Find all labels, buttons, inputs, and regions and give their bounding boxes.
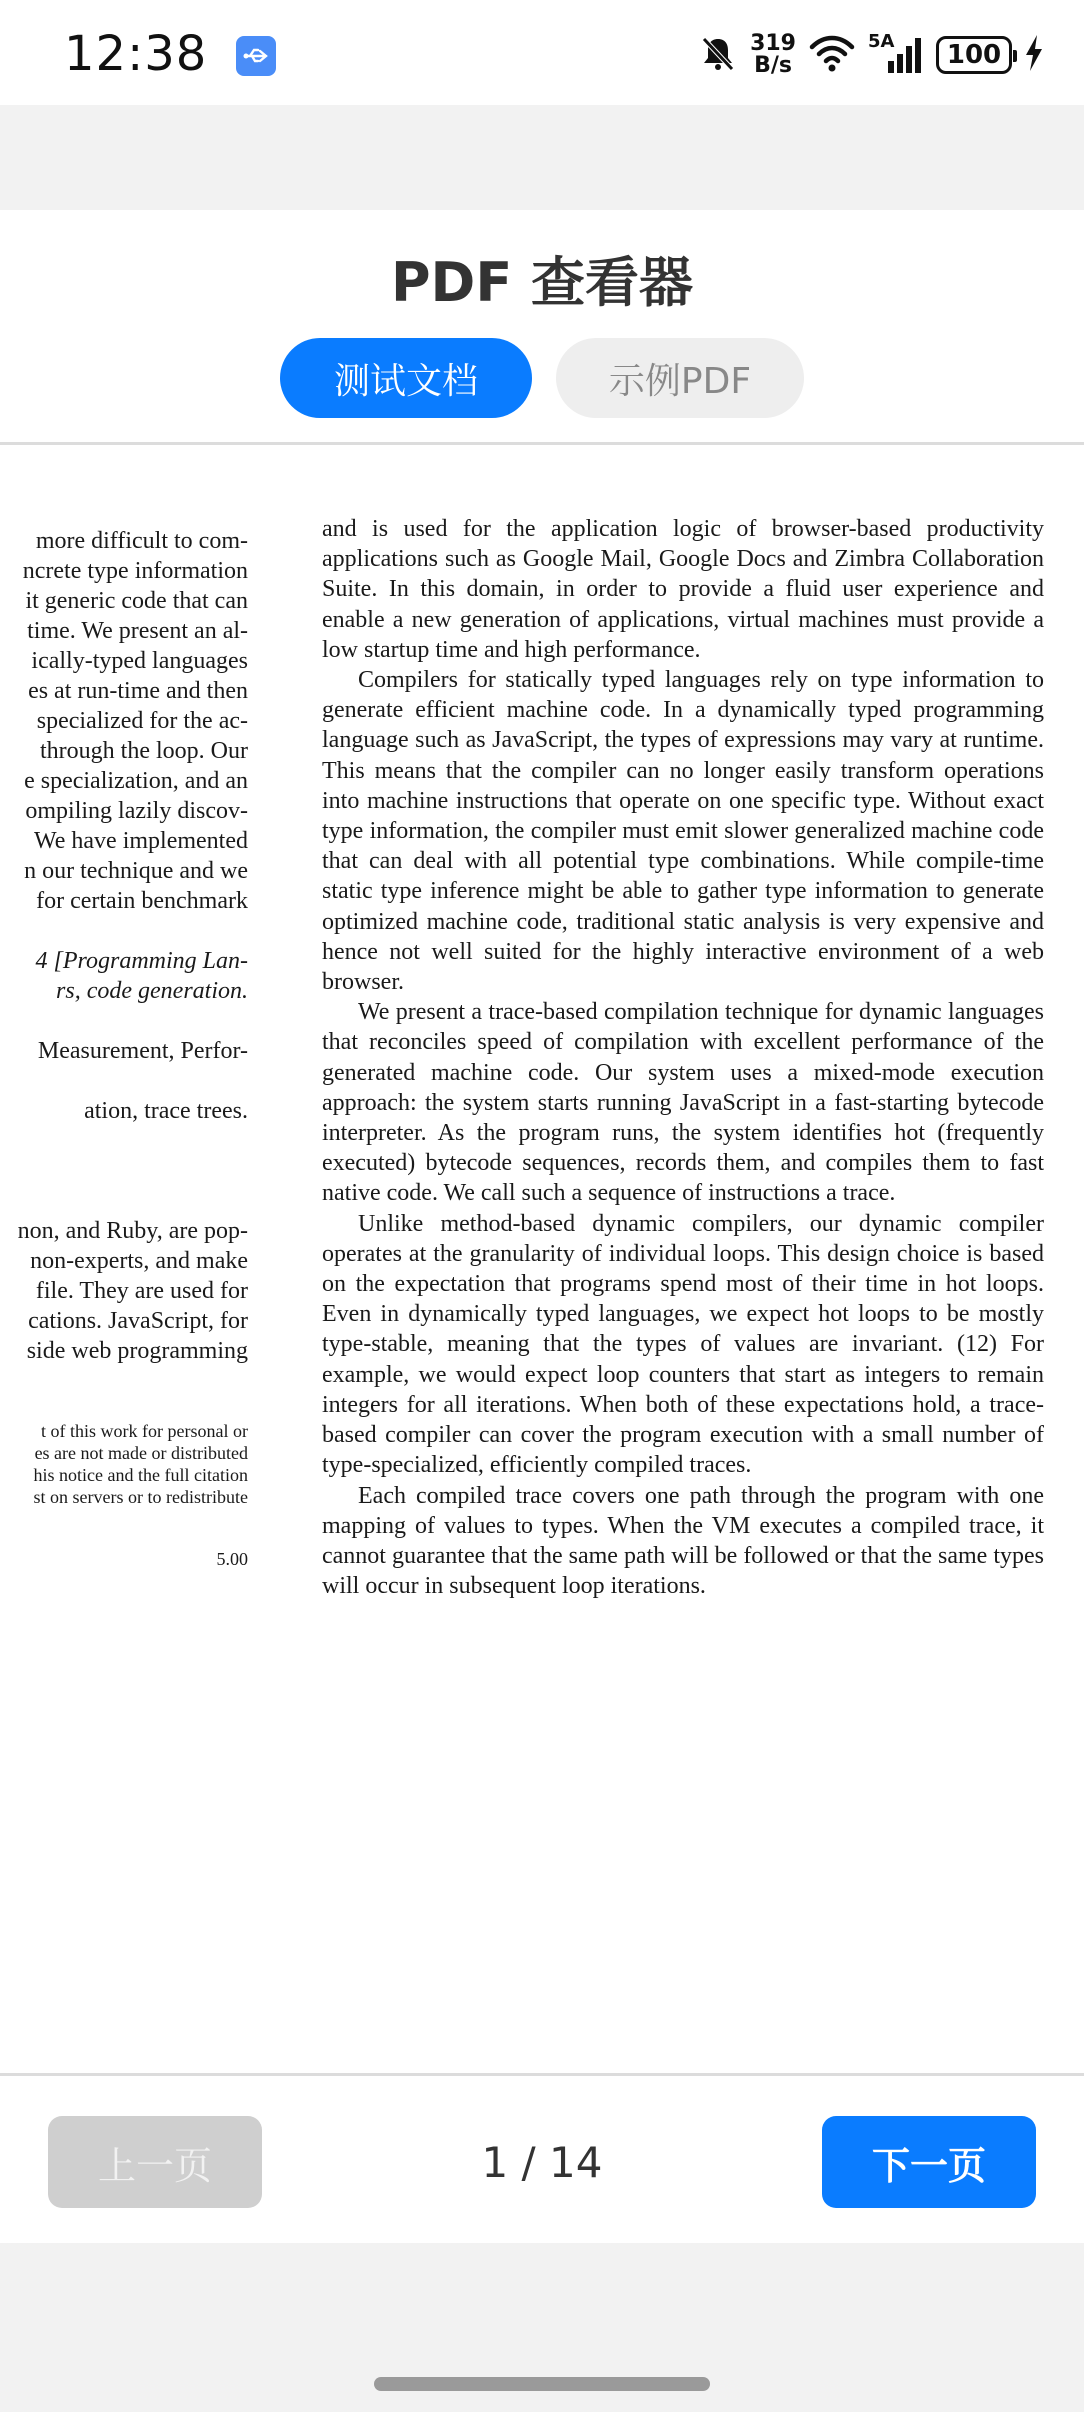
status-bar [0, 0, 1084, 105]
footer-nav [0, 2073, 1084, 2243]
pdf-line: We have implemented [34, 828, 248, 854]
pdf-line: n our technique and we [24, 858, 248, 884]
net-speed [750, 33, 796, 77]
pdf-footnote-line: es are not made or distributed [34, 1443, 248, 1463]
pdf-line: ompiling lazily discov- [25, 798, 248, 824]
pdf-left-column [0, 526, 248, 1570]
battery-icon [936, 36, 1012, 74]
pdf-paragraph: We present a trace-based compilation technique for dynamic languages that reconciles speed of compilation with excellent performance of the generated machine code. Our system uses a mixed-mode execution approach: the system starts running JavaScript in a fast-starting bytecode interpreter. As the program runs, the system identifies hot (frequently executed) bytecode sequences, records them, and compiles them to fast native code. We call such a sequence of instructions a trace. [322, 999, 1044, 1207]
net-speed-value: 319 [750, 31, 796, 56]
pdf-line: e specialization, and an [24, 768, 248, 794]
pdf-line: through the loop. Our [40, 738, 248, 764]
pdf-footnote-line: t of this work for personal or [41, 1421, 248, 1441]
pdf-footnote-price: 5.00 [216, 1549, 248, 1569]
pdf-line: file. They are used for [35, 1278, 248, 1304]
pdf-line: time. We present an al- [27, 618, 248, 644]
wifi-icon [808, 33, 856, 77]
pdf-line-gap [0, 1126, 248, 1156]
status-icons [698, 30, 1044, 80]
header [0, 210, 1084, 445]
pdf-paragraph: Unlike method-based dynamic compilers, our dynamic compiler operates at the granularity of individual loops. This design choice is based on the expectation that programs spend most of their time in hot loops. Even in dynamically typed languages, we expect hot loops to be mostly type-stable, meaning that the types of values are invariant. (12) For example, we would expect loop counters that start as integers to remain integers for all iterations. When both of these expectations hold, a trace-based compiler can cover the program execution with a small number of type-specialized, efficiently compiled traces. [322, 1210, 1044, 1479]
pdf-line: 4 [Programming Lan- [35, 948, 248, 974]
pdf-line: non, and Ruby, are pop- [17, 1218, 248, 1244]
page-indicator: 1 / 14 [481, 2138, 603, 2187]
tab-test-document[interactable]: 测试文档 [280, 338, 532, 418]
battery-level: 100 [946, 40, 1002, 70]
pdf-line: side web programming [26, 1338, 248, 1364]
pdf-line-gap [0, 1366, 248, 1420]
pdf-paragraph: and is used for the application logic of browser-based productivity applications such as Google Mail, Google Docs and Zimbra Collaboration Suite. In this domain, in order to provide a fluid user experience and enable a new generation of applications, virtual machines must provide a low startup time and high performance. [322, 516, 1044, 663]
signal-label: 5A [868, 31, 895, 52]
pdf-line-gap [0, 1156, 248, 1186]
pdf-line: specialized for the ac- [36, 708, 248, 734]
usb-icon [236, 36, 276, 76]
pdf-viewer[interactable] [0, 448, 1084, 2073]
tab-sample-pdf[interactable]: 示例PDF [556, 338, 804, 418]
pdf-line: non-experts, and make [30, 1248, 248, 1274]
pdf-line: for certain benchmark [36, 888, 248, 914]
prev-page-button[interactable]: 上一页 [48, 2116, 262, 2208]
pdf-line: ncrete type information [22, 558, 248, 584]
pdf-footnote-line: his notice and the full citation [33, 1465, 248, 1485]
charging-icon [1024, 33, 1044, 77]
pdf-line: es at run-time and then [28, 678, 248, 704]
pdf-line: Measurement, Perfor- [37, 1038, 248, 1064]
signal-icon [868, 31, 924, 75]
pdf-line: more difficult to com- [35, 528, 248, 554]
pdf-line: it generic code that can [25, 588, 248, 614]
pdf-right-column [322, 514, 1044, 1601]
pdf-paragraph: Each compiled trace covers one path through the program with one mapping of values to types. When the VM executes a compiled trace, it cannot guarantee that the same path will be followed or that the same types will occur in subsequent loop iterations. [322, 1482, 1044, 1600]
pdf-line-gap [0, 1186, 248, 1216]
pdf-paragraph: Compilers for statically typed languages rely on type information to generate efficient machine code. In a dynamically typed programming language such as JavaScript, the types of expressions may vary at runtime. This means that the compiler can no longer easily transform operations into machine instructions that operate on one specific type. Without exact type information, the compiler must emit slower generalized machine code that can deal with all potential type combinations. While compile-time static type inference might be able to gather type information to generate optimized machine code, traditional static analysis is very expensive and hence not well suited for the highly interactive environment of a web browser. [322, 667, 1044, 996]
pdf-footnote-line: st on servers or to redistribute [33, 1487, 248, 1507]
pdf-line: cations. JavaScript, for [28, 1308, 248, 1334]
net-speed-unit: B/s [754, 53, 792, 78]
page-title: PDF 查看器 [390, 251, 694, 314]
pdf-line-gap [0, 1508, 248, 1548]
bell-muted-icon [698, 33, 738, 77]
top-band [0, 105, 1084, 210]
status-time: 12:38 [64, 26, 208, 82]
pdf-line-gap [0, 1066, 248, 1096]
pdf-line-gap [0, 916, 248, 946]
next-page-button[interactable]: 下一页 [822, 2116, 1036, 2208]
pdf-line: ation, trace trees. [84, 1098, 248, 1124]
pdf-line: rs, code generation. [56, 978, 248, 1004]
home-indicator[interactable] [374, 2377, 710, 2391]
pdf-line: ically-typed languages [31, 648, 248, 674]
pdf-line-gap [0, 1006, 248, 1036]
